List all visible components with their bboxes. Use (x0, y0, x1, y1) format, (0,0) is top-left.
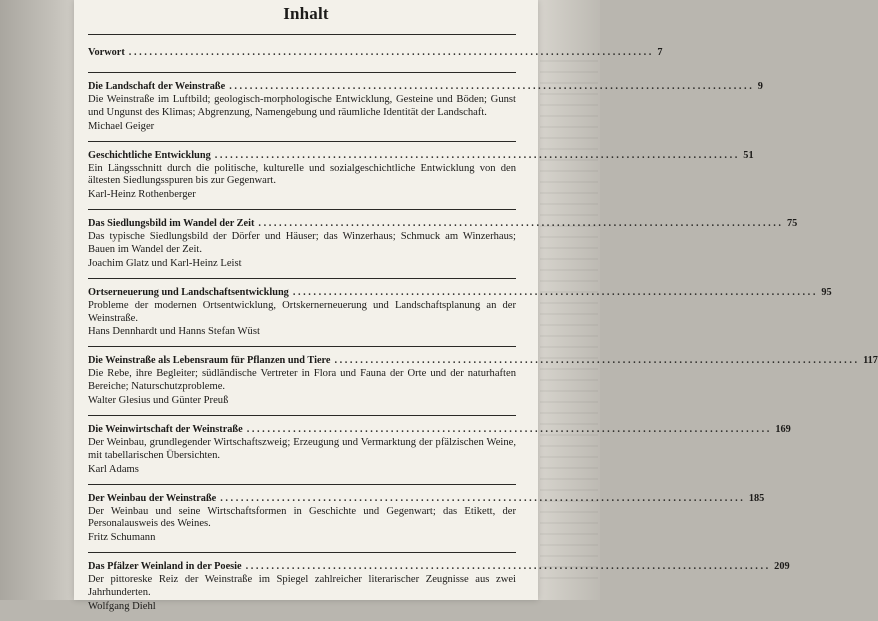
toc-entry (88, 347, 878, 415)
toc-heading: Die Weinstraße als Lebensraum für Pflanzen und Tiere (88, 355, 331, 367)
toc-entry (88, 279, 832, 347)
toc-author: Wolfgang Diehl (88, 600, 156, 612)
toc-heading: Das Siedlungsbild im Wandel der Zeit (88, 218, 255, 230)
toc-heading-row (88, 560, 790, 573)
dot-leader (216, 492, 749, 505)
page-number: 9 (757, 81, 763, 92)
dot-leader (254, 217, 787, 230)
toc-heading-row (88, 217, 798, 230)
dot-leader (211, 149, 744, 162)
toc-heading: Ortserneuerung und Landschaftsentwicklung (88, 286, 289, 298)
toc-description: Das typische Siedlungsbild der Dörfer und Häuser; das Winzerhaus; Schmuck am Winzerhaus; Bauen im Wandel der Zeit. (88, 231, 516, 255)
toc-entry (88, 553, 790, 621)
page-number: 75 (787, 218, 798, 230)
toc-entry (88, 416, 791, 484)
page-number: 209 (774, 561, 790, 573)
table-of-contents (88, 34, 878, 621)
page-number: 185 (748, 492, 765, 504)
toc-entry (88, 142, 754, 210)
toc-description: Der Weinbau, grundlegender Wirtschaftszweig; Erzeugung und Vermarktung der pfälzischen Weine, mit tabellarischen Übersichten. (88, 436, 516, 461)
left-page-edge (0, 0, 74, 600)
toc-heading-row (88, 46, 663, 59)
toc-heading-row (88, 354, 878, 367)
dot-leader (242, 560, 775, 573)
page-number: 51 (743, 149, 754, 161)
toc-heading-row (88, 492, 765, 505)
toc-description: Die Rebe, ihre Begleiter; südländische Vertreter in Flora und Fauna der Orte und der naturhaften Bereiche; Naturschutzprobleme. (88, 368, 516, 393)
toc-description: Ein Längsschnitt durch die politische, kulturelle und sozialgeschichtliche Entwicklung von den ältesten Siedlungsspuren bis zur Gegenwart. (88, 162, 516, 187)
toc-entry (88, 210, 798, 278)
toc-heading: Der Weinbau der Weinstraße (88, 492, 217, 504)
toc-description: Der Weinbau und seine Wirtschaftsformen in Geschichte und Gegenwart; das Etikett, der Personalausweis des Weines. (88, 505, 516, 530)
toc-description: Probleme der modernen Ortsentwicklung, Ortskernerneuerung und Landschaftsplanung an der Weinstraße. (88, 299, 516, 324)
toc-author: Walter Glesius und Günter Preuß (88, 394, 229, 406)
toc-heading: Geschichtliche Entwicklung (88, 149, 211, 161)
toc-heading: Die Landschaft der Weinstraße (88, 81, 226, 92)
toc-description: Die Weinstraße im Luftbild; geologisch-morphologische Entwicklung, Gesteine und Böden; Gunst und Ungunst des Klimas; Abgrenzung, Namengebung und räumliche Identität der Landschaft. (88, 94, 516, 118)
toc-heading: Die Weinwirtschaft der Weinstraße (88, 423, 243, 435)
toc-author: Karl Adams (88, 463, 139, 475)
toc-author: Karl-Heinz Rothenberger (88, 189, 196, 201)
toc-description: Der pittoreske Reiz der Weinstraße im Spiegel zahlreicher literarischer Zeugnisse aus zwei Jahrhunderten. (88, 574, 516, 598)
toc-author: Joachim Glatz und Karl-Heinz Leist (88, 257, 242, 269)
page-number: 169 (775, 423, 791, 435)
page-number: 7 (657, 47, 663, 58)
toc-heading-row (88, 423, 791, 436)
toc-entry (88, 73, 763, 141)
toc-heading: Das Pfälzer Weinland in der Poesie (88, 561, 242, 573)
dot-leader (243, 423, 776, 436)
toc-heading-row (88, 286, 832, 299)
dot-leader (225, 80, 758, 93)
page-number: 117 (863, 355, 878, 367)
dot-leader (330, 354, 863, 367)
toc-author: Michael Geiger (88, 120, 155, 132)
toc-author: Hans Dennhardt und Hanns Stefan Wüst (88, 326, 260, 338)
page-number: 95 (821, 286, 832, 298)
toc-heading-row (88, 80, 763, 93)
toc-heading-row (88, 149, 754, 162)
toc-entry (88, 35, 663, 72)
toc-heading: Vorwort (88, 47, 125, 58)
toc-entry (88, 485, 765, 553)
dot-leader (125, 46, 658, 59)
page-title: Inhalt (283, 4, 329, 23)
toc-author: Fritz Schumann (88, 532, 156, 544)
book-page (74, 0, 878, 612)
dot-leader (289, 286, 822, 299)
